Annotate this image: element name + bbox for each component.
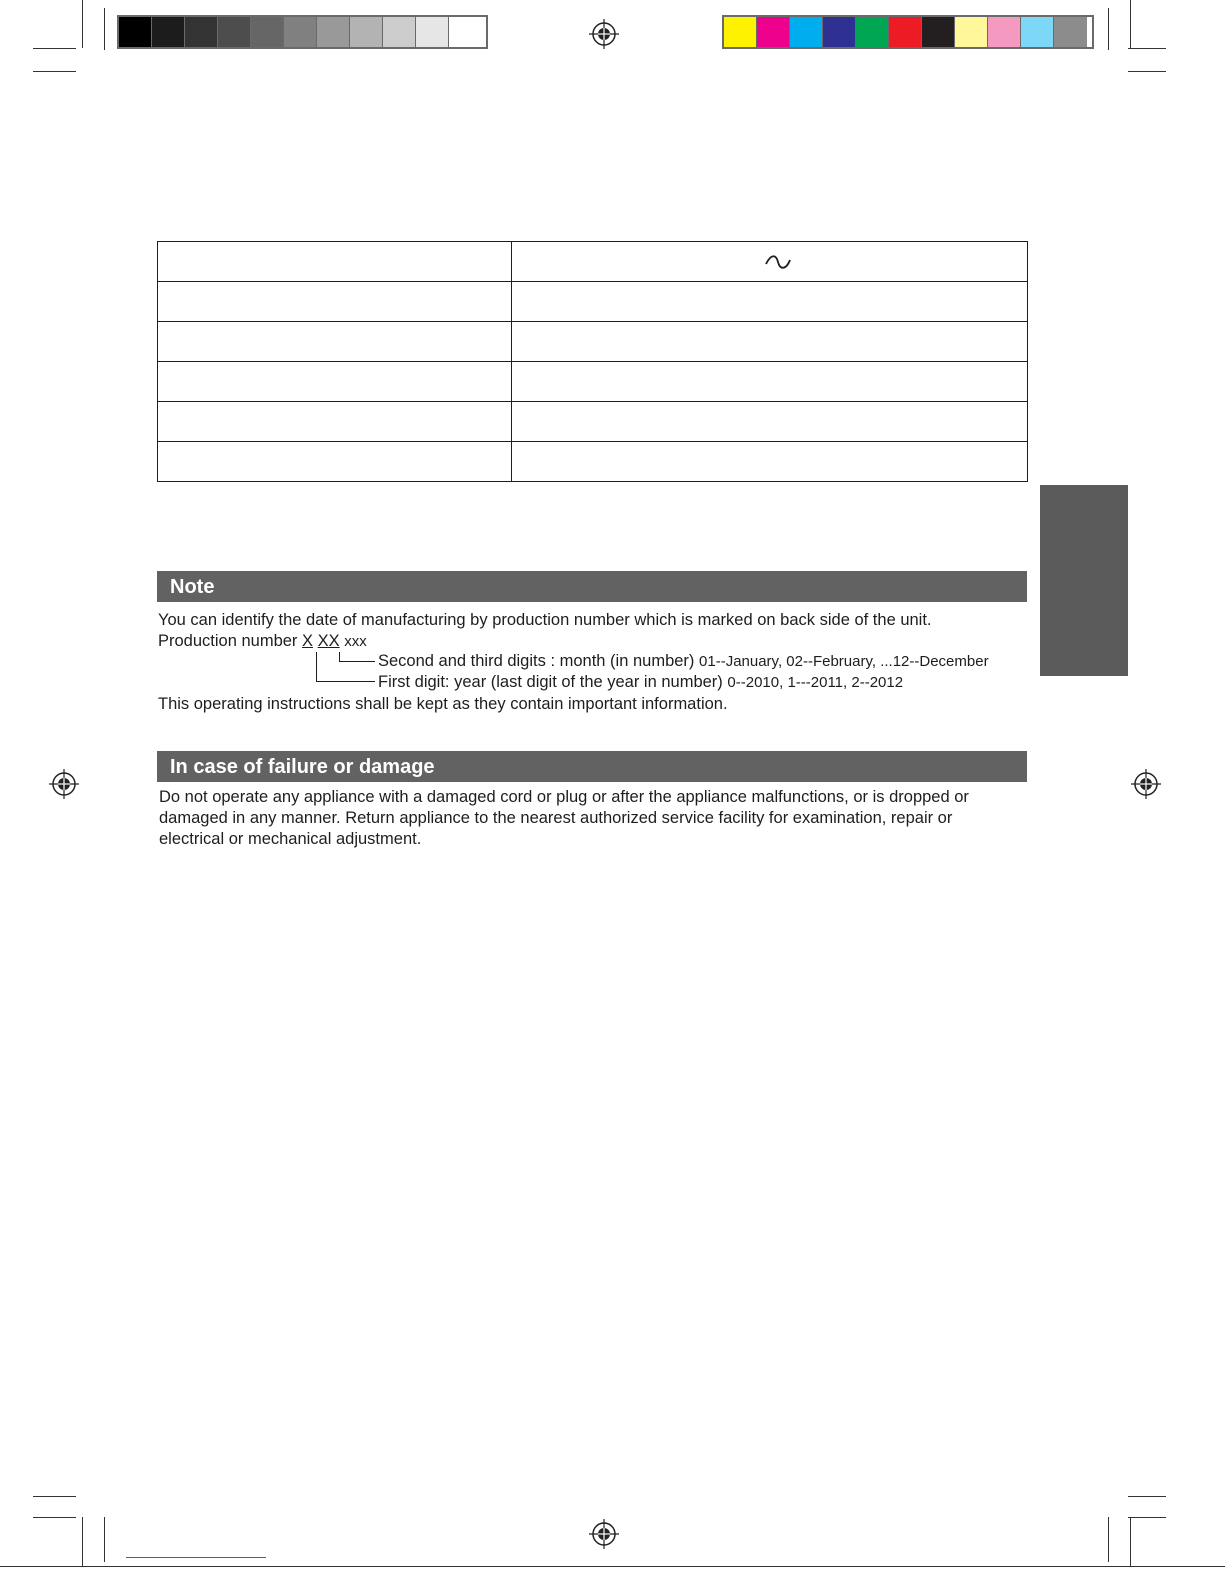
color-swatch xyxy=(856,17,889,47)
crop-mark xyxy=(1108,8,1109,50)
registration-mark-icon xyxy=(589,19,619,49)
spec-value-cell xyxy=(512,322,1028,362)
table-row xyxy=(158,322,1028,362)
color-swatch xyxy=(1054,17,1087,47)
bracket-line xyxy=(339,652,340,661)
crop-mark xyxy=(33,48,76,49)
color-calibration-bar xyxy=(722,15,1094,49)
crop-mark xyxy=(1128,1517,1166,1518)
color-swatch xyxy=(955,17,988,47)
note-text: You can identify the date of manufacturing by production number which is marked on back side of the unit. xyxy=(158,611,932,629)
spec-label-cell xyxy=(158,442,512,482)
registration-mark-icon xyxy=(1131,769,1161,799)
crop-mark xyxy=(1128,48,1166,49)
spec-label-cell xyxy=(158,362,512,402)
failure-text-line: Do not operate any appliance with a damaged cord or plug or after the appliance malfunctions, or is dropped or xyxy=(159,788,969,806)
color-swatch xyxy=(823,17,856,47)
color-swatch xyxy=(251,17,284,47)
crop-mark xyxy=(1108,1517,1109,1562)
color-swatch xyxy=(284,17,317,47)
page-bottom-edge xyxy=(0,1566,1225,1567)
registration-mark-icon xyxy=(49,769,79,799)
table-row xyxy=(158,402,1028,442)
side-section-tab xyxy=(1040,485,1128,676)
color-swatch xyxy=(383,17,416,47)
crop-mark xyxy=(1128,71,1166,72)
production-serial-digits: xxx xyxy=(344,633,367,650)
crop-mark xyxy=(82,1517,83,1567)
color-swatch xyxy=(757,17,790,47)
color-swatch xyxy=(119,17,152,47)
color-swatch xyxy=(449,17,482,47)
spec-label-cell xyxy=(158,322,512,362)
footer-link-underline xyxy=(126,1557,266,1558)
grayscale-calibration-bar xyxy=(117,15,488,49)
spec-label-cell xyxy=(158,282,512,322)
spec-value-cell xyxy=(512,402,1028,442)
color-swatch xyxy=(1021,17,1054,47)
specification-table xyxy=(157,241,1028,482)
bracket-line xyxy=(316,681,375,682)
production-year-digit: X xyxy=(302,632,314,650)
spec-value-cell xyxy=(512,282,1028,322)
crop-mark xyxy=(1130,1517,1131,1567)
table-row xyxy=(158,282,1028,322)
month-digits-explanation: Second and third digits : month (in number) 01--January, 02--February, ...12--December xyxy=(378,652,989,670)
crop-mark xyxy=(104,1517,105,1562)
spec-label-cell xyxy=(158,242,512,282)
production-number-label: Production number xyxy=(158,632,298,650)
crop-mark xyxy=(1130,0,1131,48)
crop-mark xyxy=(33,71,76,72)
failure-text-line: damaged in any manner. Return appliance to the nearest authorized service facility for examination, repair or xyxy=(159,809,953,827)
color-swatch xyxy=(416,17,449,47)
table-row xyxy=(158,242,1028,282)
color-swatch xyxy=(185,17,218,47)
color-swatch xyxy=(152,17,185,47)
tilde-ac-icon xyxy=(763,252,793,272)
failure-text-line: electrical or mechanical adjustment. xyxy=(159,830,422,848)
spec-value-cell xyxy=(512,362,1028,402)
crop-mark xyxy=(33,1496,76,1497)
table-row xyxy=(158,442,1028,482)
crop-mark xyxy=(104,8,105,50)
note-heading: Note xyxy=(157,571,1027,602)
crop-mark xyxy=(33,1517,76,1518)
color-swatch xyxy=(317,17,350,47)
table-row xyxy=(158,362,1028,402)
crop-mark xyxy=(1128,1496,1166,1497)
spec-value-cell xyxy=(512,442,1028,482)
color-swatch xyxy=(922,17,955,47)
color-swatch xyxy=(218,17,251,47)
registration-mark-icon xyxy=(589,1519,619,1549)
color-swatch xyxy=(350,17,383,47)
production-month-digits: XX xyxy=(317,632,340,650)
bracket-line xyxy=(339,661,375,662)
year-digit-explanation: First digit: year (last digit of the year in number) 0--2010, 1---2011, 2--2012 xyxy=(378,673,904,691)
crop-mark xyxy=(82,0,83,48)
color-swatch xyxy=(790,17,823,47)
failure-heading: In case of failure or damage xyxy=(157,751,1027,782)
keep-instructions-text: This operating instructions shall be kept as they contain important information. xyxy=(158,695,728,713)
spec-label-cell xyxy=(158,402,512,442)
color-swatch xyxy=(889,17,922,47)
production-number-line xyxy=(158,631,367,652)
color-swatch xyxy=(988,17,1021,47)
color-swatch xyxy=(724,17,757,47)
bracket-line xyxy=(316,652,317,681)
